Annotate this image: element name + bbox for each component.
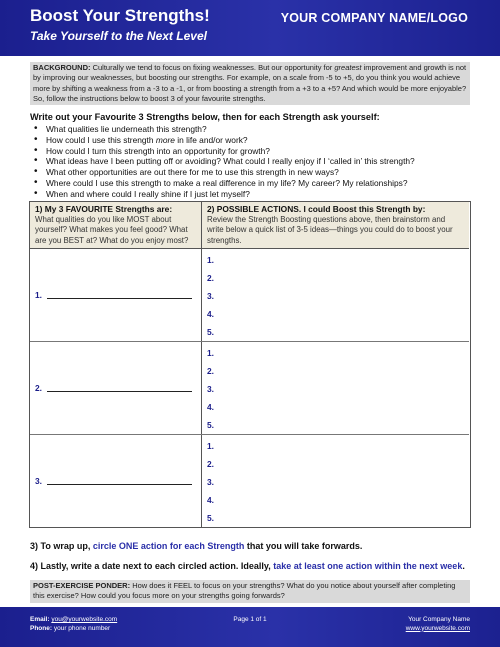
action-number: 2. bbox=[207, 459, 214, 469]
strength-number: 1. bbox=[35, 290, 42, 300]
step-4-highlight: take at least one action within the next week bbox=[273, 561, 463, 571]
strength-number: 2. bbox=[35, 383, 42, 393]
question-item: • How could I turn this strength into an opportunity for growth? bbox=[30, 146, 470, 157]
question-list bbox=[30, 124, 470, 200]
strengths-table bbox=[29, 201, 471, 528]
action-number: 1. bbox=[207, 348, 214, 358]
email-link[interactable]: you@yourwebsite.com bbox=[51, 616, 118, 623]
page-number: Page 1 of 1 bbox=[233, 616, 267, 623]
strength-number: 3. bbox=[35, 476, 42, 486]
action-number: 3. bbox=[207, 384, 214, 394]
step-4-instruction: 4) Lastly, write a date next to each circled action. Ideally, take at least one action within the next week. bbox=[30, 561, 465, 571]
background-section bbox=[30, 62, 470, 105]
footer-company bbox=[406, 616, 470, 633]
background-emphasis: greatest bbox=[334, 63, 362, 72]
strength-row-1 bbox=[30, 249, 469, 342]
company-logo: YOUR COMPANY NAME/LOGO bbox=[280, 11, 468, 25]
strength-write-line[interactable] bbox=[47, 298, 192, 299]
action-number: 4. bbox=[207, 309, 214, 319]
actions-cell bbox=[202, 435, 469, 528]
actions-header-desc: Review the Strength Boosting questions above, then brainstorm and write below a quick list of 3-5 ideas—things you could do to boost your strengths. bbox=[207, 215, 453, 245]
action-number: 1. bbox=[207, 255, 214, 265]
strength-cell bbox=[30, 435, 202, 528]
action-number: 4. bbox=[207, 495, 214, 505]
strength-write-line[interactable] bbox=[47, 391, 192, 392]
strength-row-3 bbox=[30, 435, 469, 528]
action-number: 3. bbox=[207, 291, 214, 301]
question-item: • How could I use this strength more in life and/or work? bbox=[30, 135, 470, 146]
strength-cell bbox=[30, 342, 202, 434]
question-item: • When and where could I really shine if I just let myself? bbox=[30, 189, 470, 200]
background-text-2: improvement and growth is not by improving our weaknesses, but boosting our strengths. For example, on a scale from -5 to +5, do you think you would achieve more by shifting a weakness from a -3 to a -1, or from boosting a strength from a +3 to a +5? And which would be more enjoyable? So, follow the instructions below to boost 3 of your favourite strengths. bbox=[33, 63, 467, 104]
question-item: • What qualities lie underneath this strength? bbox=[30, 124, 470, 135]
question-item: • Where could I use this strength to make a real difference in my life? My career? My relationships? bbox=[30, 178, 470, 189]
action-number: 2. bbox=[207, 273, 214, 283]
phone-label: Phone: bbox=[30, 624, 53, 632]
phone-number: your phone number bbox=[53, 624, 111, 632]
question-item: • What other opportunities are out there for me to use this strength in new ways? bbox=[30, 167, 470, 178]
strength-cell bbox=[30, 249, 202, 341]
website-link[interactable]: www.yourwebsite.com bbox=[405, 624, 470, 632]
actions-cell bbox=[202, 342, 469, 434]
page-subtitle: Take Yourself to the Next Level bbox=[30, 29, 207, 43]
strengths-column-header bbox=[30, 202, 202, 249]
action-number: 3. bbox=[207, 477, 214, 487]
actions-column-header bbox=[202, 202, 469, 249]
company-name: Your Company Name bbox=[408, 616, 470, 623]
action-number: 5. bbox=[207, 327, 214, 337]
question-item: • What ideas have I been putting off or avoiding? What could I really enjoy if I ‘called in’ this strength? bbox=[30, 156, 470, 167]
strength-row-2 bbox=[30, 342, 469, 435]
ponder-text: How does it FEEL to focus on your strengths? What do you notice about yourself after completing this exercise? How could you focus more on your strengths going forwards? bbox=[33, 581, 456, 601]
actions-cell bbox=[202, 249, 469, 341]
action-number: 1. bbox=[207, 441, 214, 451]
action-number: 2. bbox=[207, 366, 214, 376]
instructions-heading: Write out your Favourite 3 Strengths below, then for each Strength ask yourself: bbox=[30, 112, 380, 122]
instructions-section bbox=[30, 111, 470, 200]
actions-header-title: 2) POSSIBLE ACTIONS. I could Boost this Strength by: bbox=[207, 204, 426, 214]
post-exercise-ponder bbox=[30, 580, 470, 603]
page-title: Boost Your Strengths! bbox=[30, 6, 210, 25]
background-text: Culturally we tend to focus on fixing weaknesses. But our opportunity for bbox=[90, 63, 335, 72]
step-3-highlight: circle ONE action for each Strength bbox=[92, 541, 245, 551]
action-number: 4. bbox=[207, 402, 214, 412]
strengths-header-title: 1) My 3 FAVOURITE Strengths are: bbox=[35, 204, 173, 214]
page-header bbox=[0, 0, 500, 56]
strengths-header-desc: What qualities do you like MOST about yourself? What makes you feel good? What are you BEST at? What do you enjoy most? bbox=[35, 215, 189, 245]
email-label: Email: bbox=[30, 616, 50, 623]
page-footer bbox=[0, 607, 500, 647]
ponder-label: POST-EXERCISE PONDER: bbox=[33, 581, 131, 590]
action-number: 5. bbox=[207, 420, 214, 430]
background-label: BACKGROUND: bbox=[33, 63, 91, 72]
step-3-instruction: 3) To wrap up, circle ONE action for each Strength that you will take forwards. bbox=[30, 541, 363, 551]
strength-write-line[interactable] bbox=[47, 484, 192, 485]
action-number: 5. bbox=[207, 513, 214, 523]
